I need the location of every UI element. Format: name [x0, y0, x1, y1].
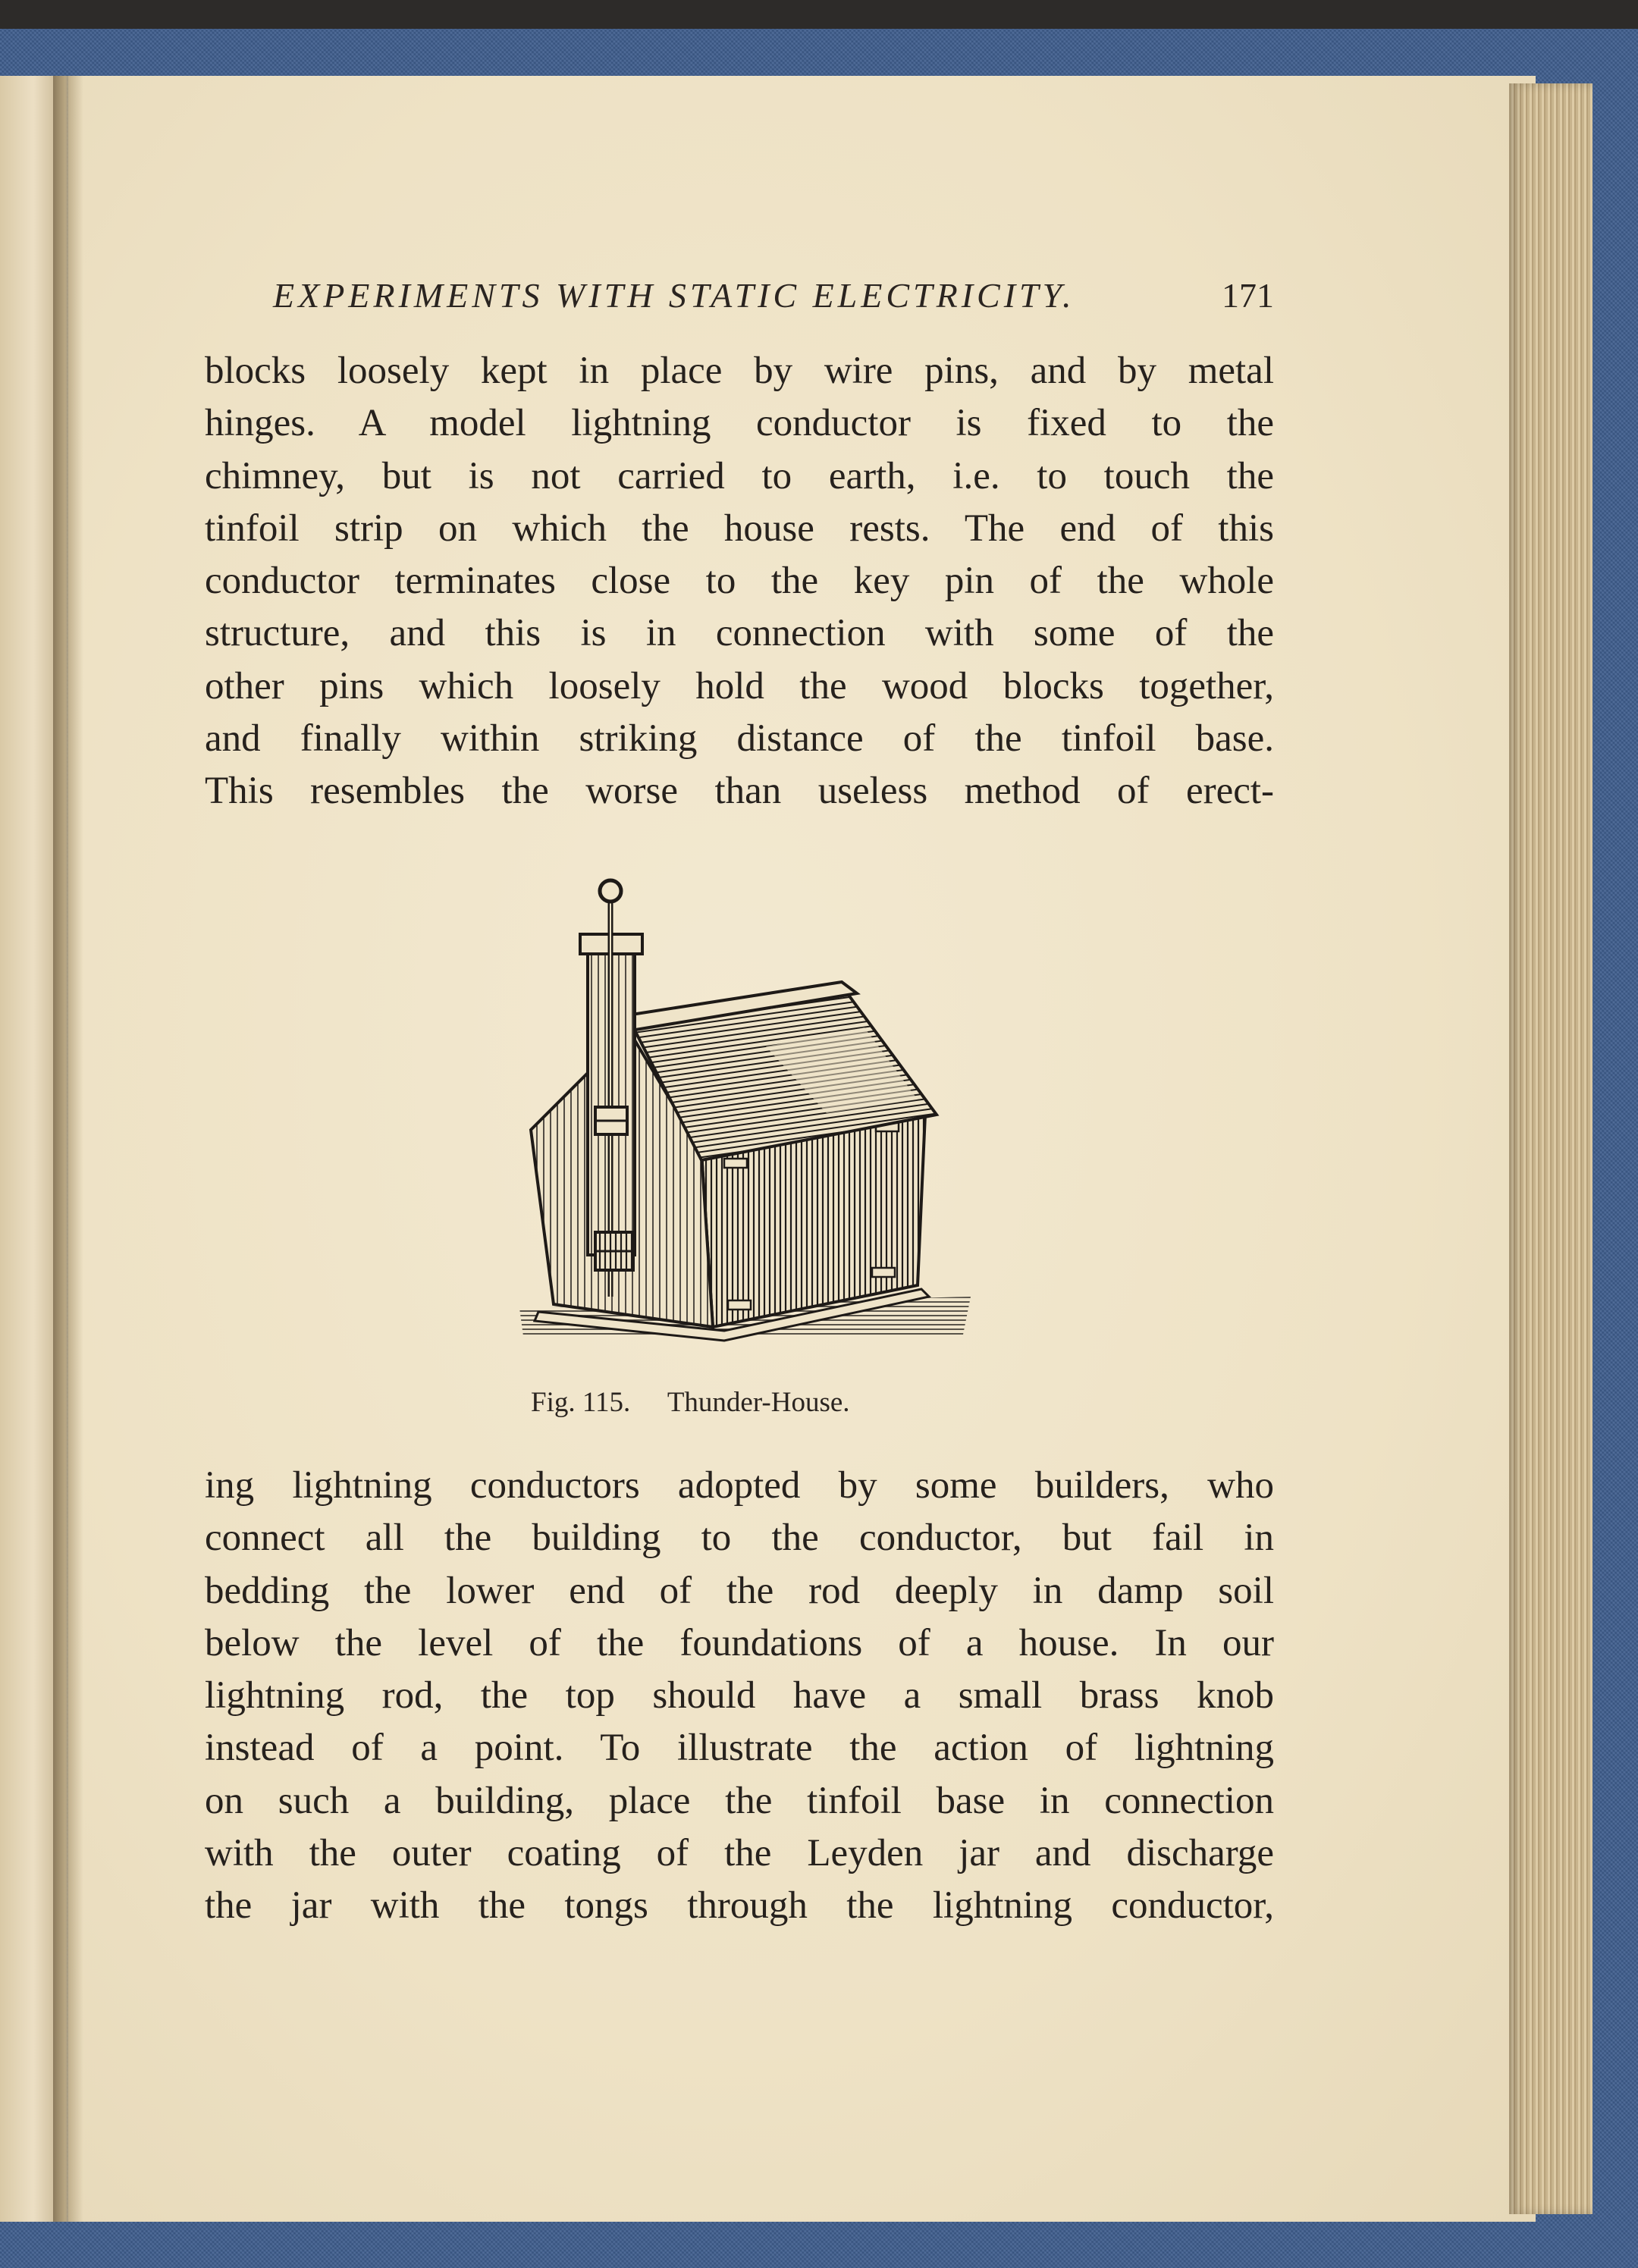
figure-number: Fig. 115.: [531, 1387, 631, 1418]
text-line: with the outer coating of the Leyden jar and discharge: [205, 1832, 1274, 1875]
text-line: structure, and this is in connection with some of the: [205, 612, 1274, 655]
running-head-title: EXPERIMENTS WITH STATIC ELECTRICITY.: [273, 276, 1075, 315]
page-number: 171: [1222, 276, 1274, 315]
thunder-house-illustration: [508, 872, 978, 1365]
running-head: [273, 269, 1274, 322]
text-line: conductor terminates close to the key pin of the whole: [205, 560, 1274, 603]
text-line: the jar with the tongs through the lightning conductor,: [205, 1884, 1274, 1928]
text-line: bedding the lower end of the rod deeply in damp soil: [205, 1569, 1274, 1612]
text-line: chimney, but is not carried to earth, i.e. to touch the: [205, 454, 1274, 497]
text-line: other pins which loosely hold the wood blocks together,: [205, 664, 1274, 707]
paragraph-1: [205, 345, 1274, 818]
text-line: on such a building, place the tinfoil base in connection: [205, 1779, 1274, 1822]
text-line: ing lightning conductors adopted by some builders, who: [205, 1464, 1274, 1507]
text-line: blocks loosely kept in place by wire pins, and by metal: [205, 350, 1274, 392]
facing-page-edge: [0, 76, 61, 2222]
page-edges: [1509, 83, 1592, 2214]
text-line: hinges. A model lightning conductor is fixed to the: [205, 402, 1274, 445]
text-line: connect all the building to the conductor, but fail in: [205, 1517, 1274, 1560]
text-line: instead of a point. To illustrate the action of lightning: [205, 1727, 1274, 1770]
text-line: and finally within striking distance of the tinfoil base.: [205, 717, 1274, 761]
page-gutter: [53, 76, 83, 2222]
figure-caption: [531, 1380, 956, 1426]
text-line: tinfoil strip on which the house rests. The end of this: [205, 507, 1274, 550]
text-line: This resembles the worse than useless method of erect-: [205, 770, 1274, 813]
figure-title: Thunder-House.: [667, 1387, 850, 1418]
text-line: below the level of the foundations of a house. In our: [205, 1621, 1274, 1664]
text-line: lightning rod, the top should have a small brass knob: [205, 1674, 1274, 1717]
paragraph-2: [205, 1460, 1274, 1933]
